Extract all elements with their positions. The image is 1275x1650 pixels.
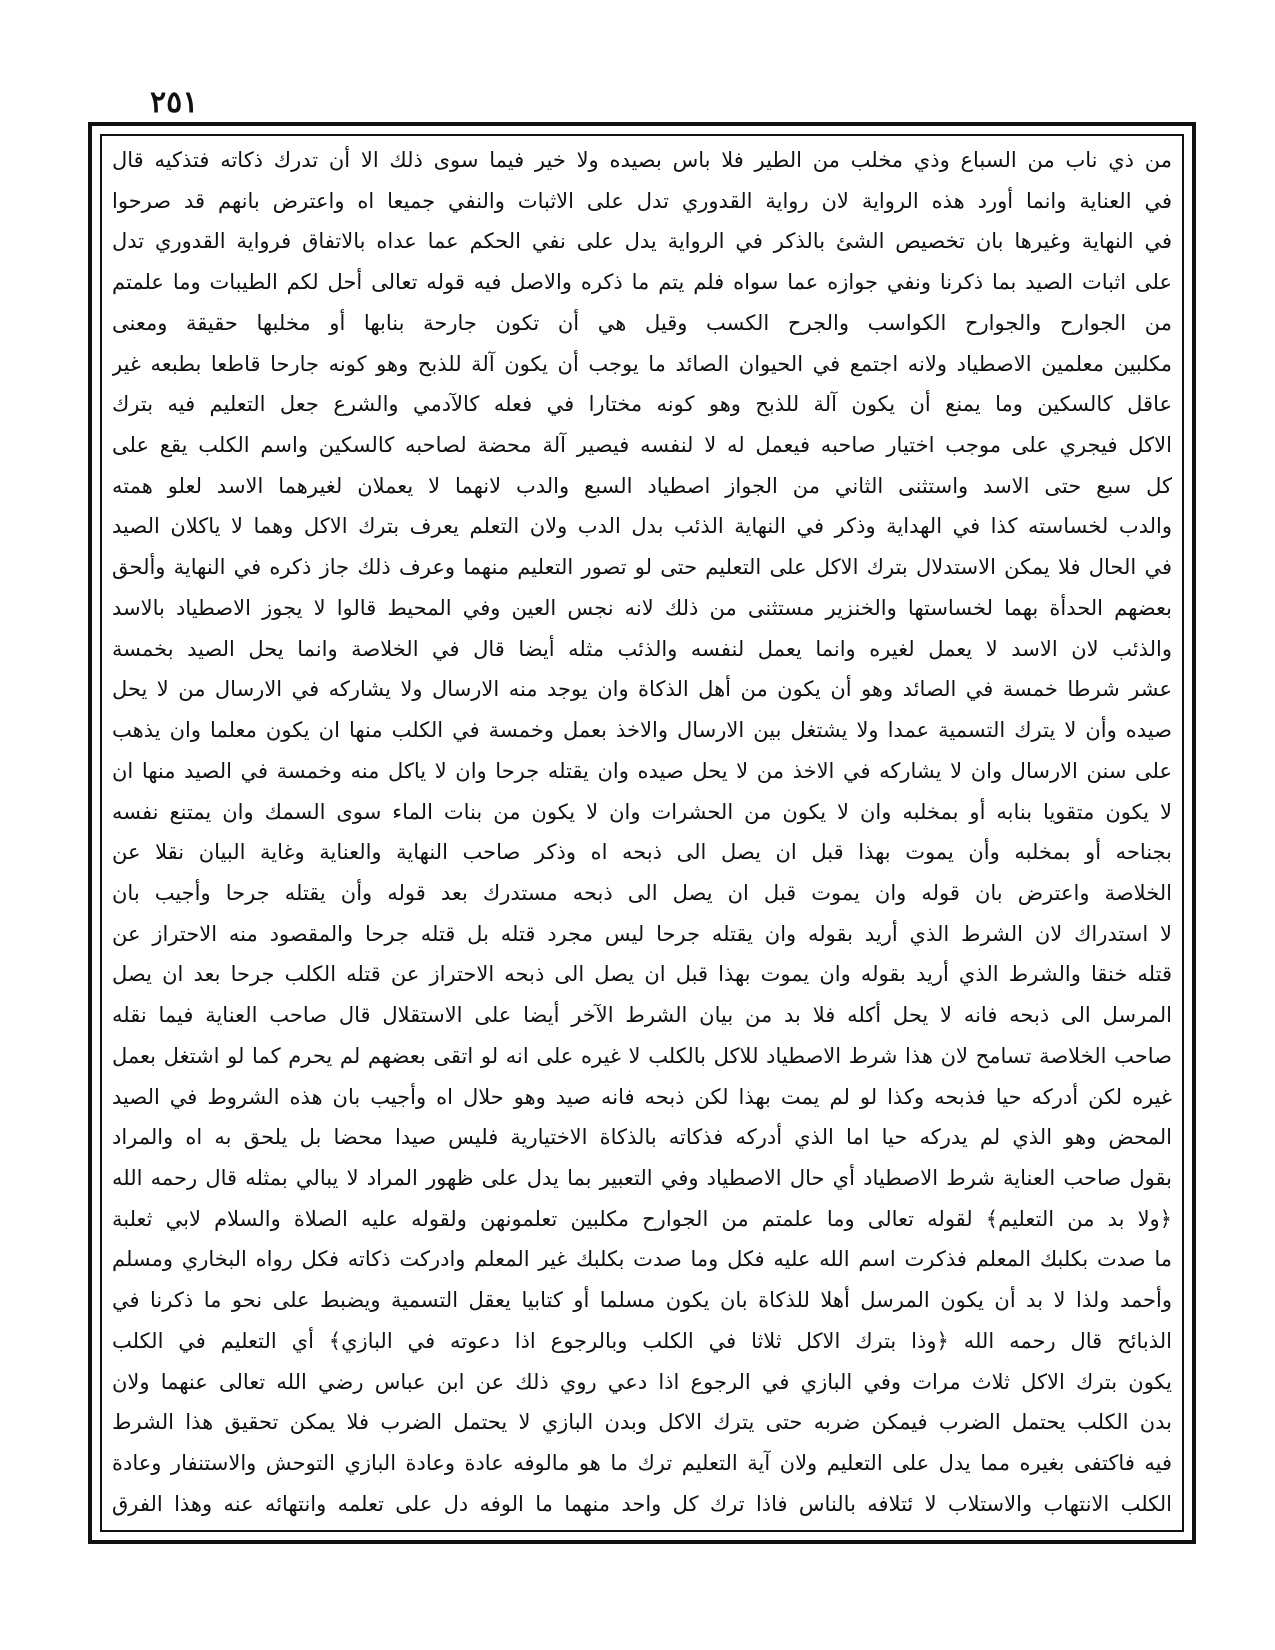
text-line: عاقل كالسكين وما يمنع أن يكون آلة للذبح وهو كونه مختارا في فعله كالآدمي والشرع جعل التعليم فيه بترك (112, 392, 1172, 417)
text-line: المحض وهو الذي لم يدركه حيا اما الذي أدركه فذكاته بالذكاة الاختيارية فليس صيدا محضا بل يلحق به اه والمراد (112, 1125, 1172, 1150)
text-line: الاكل فيجري على موجب اختيار صاحبه فيعمل له لا لنفسه فيصير آلة محضة لصاحبه كالسكين واسم الكلب يقع على (112, 433, 1172, 458)
text-line: فيه فاكتفى بغيره مما يدل على التعليم ولان آية التعليم ترك ما هو مالوفه عادة وعادة البازي التوحش والاستنفار وعادة (112, 1451, 1172, 1475)
text-line: في العناية وانما أورد هذه الرواية لان رواية القدوري تدل على الاثبات والنفي جميعا اه واعترض بانهم قد صرحوا (112, 188, 1172, 213)
text-line: غيره لكن أدركه حيا فذبحه وكذا لو لم يمت بهذا لكن ذبحه فانه صيد وهو حلال اه وأجيب بان هذه الشروط في الصيد (112, 1084, 1172, 1109)
text-line: من الجوارح والجوارح الكواسب والجرح الكسب وقيل هي أن تكون جارحة بنابها أو مخلبها حقيقة ومعنى (112, 310, 1172, 335)
text-line: الذبائح قال رحمه الله ﴿وذا بترك الاكل ثلاثا في الكلب وبالرجوع اذا دعوته في البازي﴾ أي التعليم في الكلب (112, 1328, 1172, 1353)
text-line: لا استدراك لان الشرط الذي أريد بقوله وان يقتله جرحا ليس مجرد قتله بل قتله جرحا والمقصود منه الاحتراز عن (112, 921, 1172, 946)
text-line: من ذي ناب من السباع وذي مخلب من الطير فلا باس بصيده ولا خير فيما سوى ذلك الا أن تدرك ذكاته فتذكيه قال (112, 148, 1172, 172)
text-line: يكون بترك الاكل ثلاث مرات وفي البازي في الرجوع اذا دعي روي ذلك عن ابن عباس رضي الله تعالى عنهما ولان (112, 1369, 1172, 1394)
text-line: على سنن الارسال وان لا يشاركه في الاخذ من لا يحل صيده وان يقتله جرحا وان لا ياكل منه وخمسة في الصيد منها ان (112, 758, 1172, 783)
text-line: عشر شرطا خمسة في الصائد وهو أن يكون من أهل الذكاة وان يوجد منه الارسال ولا يشاركه في الارسال من لا يحل (112, 677, 1172, 702)
text-line: الكلب الانتهاب والاستلاب لا ئتلافه بالناس فاذا ترك كل واحد منهما ما الوفه دل على تعلمه وانتهائه عنه وهذا الفرق (112, 1491, 1172, 1516)
text-line: على اثبات الصيد بما ذكرنا ونفي جوازه عما سواه فلم يتم ما ذكره والاصل فيه قوله تعالى أحل لكم الطيبات وما علمتم (112, 270, 1172, 295)
text-line: والذئب لان الاسد لا يعمل لغيره وانما يعمل لنفسه والذئب مثله أيضا قال في الخلاصة وانما يحل الصيد بخمسة (112, 636, 1172, 661)
text-line: بعضهم الحدأة بهما لخساستها والخنزير مستثنى من ذلك لانه نجس العين وفي المحيط قالوا لا يجوز الاصطياد بالاسد (112, 595, 1172, 620)
text-line: لا يكون متقويا بنابه أو بمخلبه وان لا يكون من الحشرات وان لا يكون من بنات الماء سوى السمك وان يمتنع نفسه (112, 799, 1172, 824)
text-line: والدب لخساسته كذا في الهداية وذكر في النهاية الذئب بدل الدب ولان التعلم يعرف بترك الاكل وهما لا ياكلان الصيد (112, 514, 1172, 539)
text-line: في الحال فلا يمكن الاستدلال بترك الاكل على التعليم حتى لو تصور التعليم منهما وعرف ذلك جاز ذكره في النهاية وألحق (112, 555, 1172, 580)
text-line: في النهاية وغيرها بان تخصيص الشئ بالذكر في الرواية يدل على نفي الحكم عما عداه بالاتفاق فرواية القدوري تدل (112, 229, 1172, 254)
text-line: وأحمد ولذا لا بد أن يكون المرسل أهلا للذكاة بان يكون مسلما أو كتابيا يعقل التسمية ويضبط على نحو ما ذكرنا في (112, 1288, 1172, 1313)
text-line: بدن الكلب يحتمل الضرب فيمكن ضربه حتى يترك الاكل وبدن البازي لا يحتمل الضرب فلا يمكن تحقيق هذا الشرط (112, 1410, 1172, 1435)
page-number: ٢٥١ (150, 85, 199, 120)
text-line: ﴿ولا بد من التعليم﴾ لقوله تعالى وما علمتم من الجوارح مكلبين تعلمونهن ولقوله عليه الصلاة والسلام لابي ثعلبة (112, 1206, 1172, 1231)
body-text (112, 140, 1172, 1524)
text-line: بجناحه أو بمخلبه وأن يموت بهذا قبل ان يصل الى ذبحه اه وذكر صاحب النهاية والعناية وغاية البيان نقلا عن (112, 840, 1172, 865)
text-line: ما صدت بكلبك المعلم فذكرت اسم الله عليه فكل وما صدت بكلبك غير المعلم وادركت ذكاته فكل رواه البخاري ومسلم (112, 1247, 1172, 1272)
text-line: صاحب الخلاصة تسامح لان هذا شرط الاصطياد للاكل بالكلب لا غيره على انه لو اتقى بعضهم لم يحرم كما لو اشتغل بعمل (112, 1043, 1172, 1068)
text-line: صيده وأن لا يترك التسمية عمدا ولا يشتغل بين الارسال والاخذ بعمل وخمسة في الكلب منها ان يكون معلما وان يذهب (112, 718, 1172, 743)
text-line: بقول صاحب العناية شرط الاصطياد أي حال الاصطياد وفي التعبير بما يدل على ظهور المراد لا يبالي بمثله قال رحمه الله (112, 1165, 1172, 1190)
text-line: كل سبع حتى الاسد واستثنى الثاني من الجواز اصطياد السبع والدب لانهما لا يعملان لغيرهما الاسد لعلو همته (112, 473, 1172, 498)
text-line: المرسل الى ذبحه فانه لا يحل أكله فلا بد من بيان الشرط الآخر أيضا على الاستقلال قال صاحب العناية فيما نقله (112, 1003, 1172, 1028)
text-line: مكلبين معلمين الاصطياد ولانه اجتمع في الحيوان الصائد ما يوجب أن يكون آلة للذبح وهو كونه جارحا قاطعا بطبعه غير (112, 351, 1172, 376)
text-line: قتله خنقا والشرط الذي أريد بقوله وان يموت بهذا قبل ان يصل الى ذبحه الاحتراز عن قتله الكلب جرحا بعد ان يصل (112, 962, 1172, 987)
text-line: الخلاصة واعترض بان قوله وان يموت قبل ان يصل الى ذبحه مستدرك بعد قوله وأن يقتله جرحا وأجيب بان (112, 880, 1172, 905)
